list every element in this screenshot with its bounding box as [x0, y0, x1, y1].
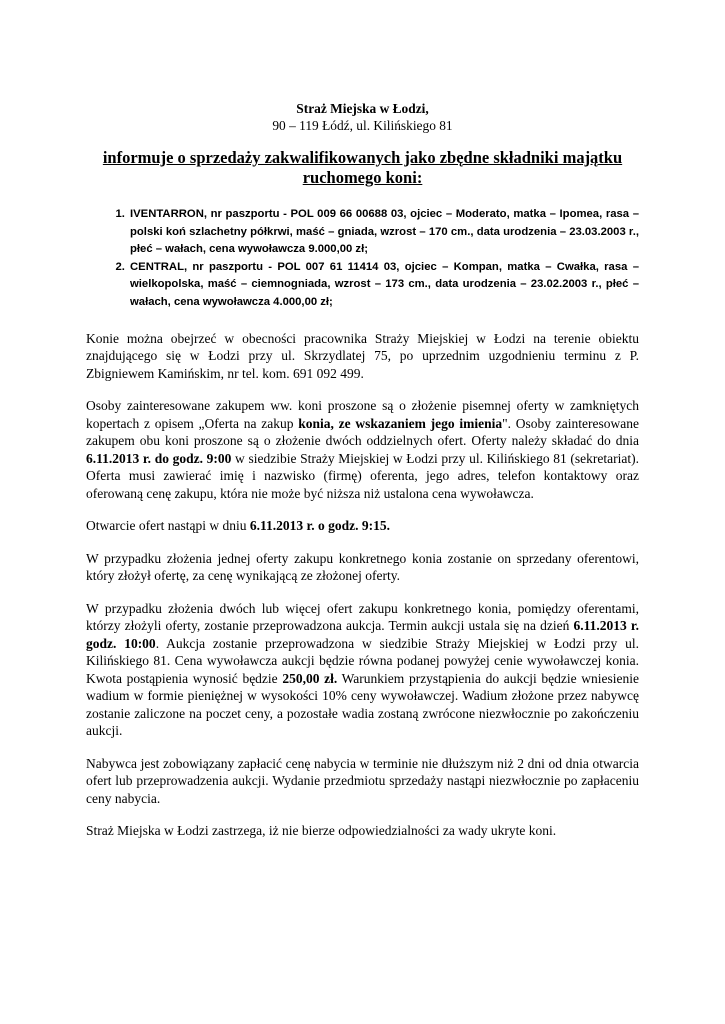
paragraph-viewing: Konie można obejrzeć w obecności pracownika Straży Miejskiej w Łodzi na terenie obiektu znajdującego się w Łodzi przy ul. Skrzydlatej 75, po uprzednim uzgodnieniu terminu z P. Zbigniewem Kamińskim, nr tel. kom. 691 092 499.: [86, 330, 639, 381]
text-segment: w siedzibie Straży Miejskiej w Łodzi przy ul. Kilińskiego 81 (sekretariat). Oferta musi zawierać imię i nazwisko (firmę) oferenta, jego adres, telefon kontaktowy oraz oferowaną cenę zakupu, która nie może być niższa niż ustalona cena wywoławcza.: [86, 450, 639, 501]
text-segment: Warunkiem przystąpienia do aukcji będzie wniesienie wadium w formie pieniężnej w wysokości 10% ceny wywoławczej. Wadium złożone przez nabywcę zostanie zaliczone na poczet ceny, a pozostałe wadia zostaną zwrócone niezwłocznie po zakończeniu aukcji.: [86, 670, 639, 739]
organization-name: Straż Miejska w Łodzi,: [296, 101, 429, 116]
offer-deadline: 6.11.2013 r. do godz. 9:00: [86, 450, 232, 466]
paragraph-opening: [86, 517, 639, 535]
text-segment: ". Osoby zainteresowane zakupem obu koni proszone są o złożenie dwóch oddzielnych ofert. Oferty należy składać do dnia: [86, 415, 639, 449]
text-segment-bold: konia, ze wskazaniem jego imienia: [298, 415, 503, 431]
paragraph-disclaimer: Straż Miejska w Łodzi zastrzega, iż nie bierze odpowiedzialności za wady ukryte koni.: [86, 823, 557, 839]
text-segment: . Aukcja zostanie przeprowadzona w siedzibie Straży Miejskiej w Łodzi przy ul. Kilińskiego 81. Cena wywoławcza aukcji będzie równa podanej powyżej cenie wywoławczej konia. Kwota postąpienia wynosić będzie: [86, 635, 639, 686]
paragraph-single-offer: W przypadku złożenia jednej oferty zakupu konkretnego konia zostanie on sprzedany oferentowi, który złożył ofertę, za cenę wynikającą ze złożonej oferty.: [86, 550, 639, 584]
list-item: 2. CENTRAL, nr paszportu - POL 007 61 11414 03, ojciec – Kompan, matka – Cwałka, rasa – wielkopolska, maść – ciemnogniada, wzrost – 173 cm., data urodzenia – 23.02.2003 r., płeć – wałach, cena wywoławcza 4.000,00 zł;: [128, 259, 639, 312]
bid-increment: 250,00 zł.: [282, 670, 338, 686]
text-segment: W przypadku złożenia dwóch lub więcej ofert zakupu konkretnego konia, pomiędzy oferentami, którzy złożyli oferty, zostanie przeprowadzona aukcja. Termin aukcji ustala się na dzień: [86, 600, 639, 634]
document-page: [86, 100, 639, 840]
auction-date: 6.11.2013 r. godz. 10:00: [86, 618, 639, 651]
text-segment: Otwarcie ofert nastąpi w dniu: [86, 518, 250, 534]
paragraph-offers: [86, 397, 639, 502]
text-segment: Osoby zainteresowane zakupem ww. koni proszone są o złożenie pisemnej oferty w zamkniętych kopertach z opisem „Oferta na zakup: [86, 398, 639, 431]
horse-list: [86, 206, 639, 312]
paragraph-auction: [86, 600, 639, 740]
organization-address: 90 – 119 Łódź, ul. Kilińskiego 81: [272, 118, 453, 133]
document-header: [86, 100, 639, 134]
opening-date: 6.11.2013 r. o godz. 9:15.: [249, 518, 390, 534]
list-item: 1. IVENTARRON, nr paszportu - POL 009 66 00688 03, ojciec – Moderato, matka – Ipomea, rasa – polski koń szlachetny półkrwi, maść – gniada, wzrost – 170 cm., data urodzenia – 23.03.2003 r., płeć – wałach, cena wywoławcza 9.000,00 zł;: [128, 206, 639, 259]
document-title: informuje o sprzedaży zakwalifikowanych jako zbędne składniki majątku ruchomego koni:: [102, 148, 623, 187]
paragraph-payment: Nabywca jest zobowiązany zapłacić cenę nabycia w terminie nie dłuższym niż 2 dni od dnia otwarcia ofert lub przeprowadzenia aukcji. Wydanie przedmiotu sprzedaży nastąpi niezwłocznie po zapłaceniu ceny nabycia.: [86, 755, 639, 806]
